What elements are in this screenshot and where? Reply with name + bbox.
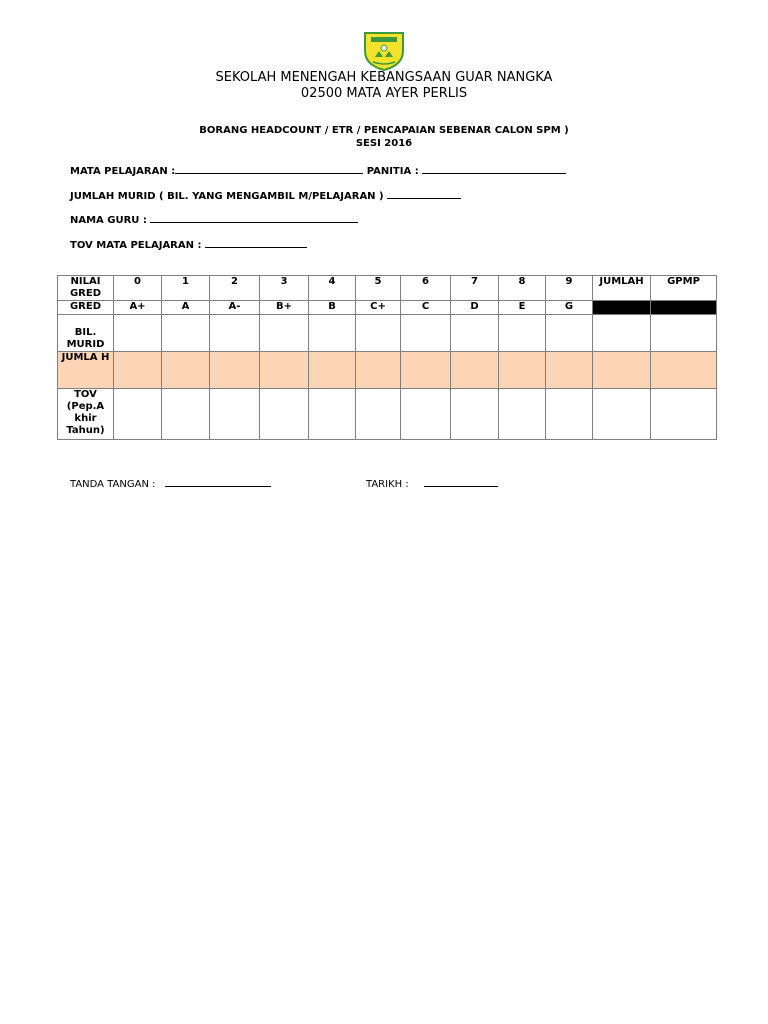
input-cell[interactable] <box>114 315 162 352</box>
table-row <box>58 315 717 352</box>
input-cell[interactable] <box>260 389 309 440</box>
grade-point-cell: 9 <box>546 276 593 301</box>
table-row <box>58 301 717 315</box>
input-cell[interactable] <box>162 352 210 389</box>
tov-line <box>70 237 307 251</box>
input-cell[interactable] <box>356 315 401 352</box>
date-blank[interactable] <box>424 476 498 487</box>
grade-cell: D <box>451 301 499 315</box>
grade-cell: B+ <box>260 301 309 315</box>
subject-panel-line <box>70 163 566 177</box>
input-cell[interactable] <box>499 352 546 389</box>
input-cell[interactable] <box>593 352 651 389</box>
input-cell[interactable] <box>114 389 162 440</box>
input-cell[interactable] <box>309 315 356 352</box>
jumlah-header: JUMLAH <box>593 276 651 301</box>
subject-blank[interactable] <box>175 163 363 174</box>
student-count-line <box>70 188 461 202</box>
row-label-tov: TOV (Pep.A khir Tahun) <box>58 389 114 440</box>
teacher-name-line <box>70 212 358 226</box>
input-cell[interactable] <box>651 315 717 352</box>
input-cell[interactable] <box>162 389 210 440</box>
student-count-label: JUMLAH MURID ( BIL. YANG MENGAMBIL M/PELAJARAN ) <box>70 191 384 202</box>
student-count-blank[interactable] <box>387 188 461 199</box>
row-label-bil-murid: BIL. MURID <box>58 315 114 352</box>
input-cell[interactable] <box>309 389 356 440</box>
grade-point-cell: 1 <box>162 276 210 301</box>
grade-point-cell: 7 <box>451 276 499 301</box>
grade-point-cell: 8 <box>499 276 546 301</box>
grade-cell: G <box>546 301 593 315</box>
input-cell[interactable] <box>401 389 451 440</box>
grade-point-cell: 5 <box>356 276 401 301</box>
input-cell[interactable] <box>162 315 210 352</box>
input-cell[interactable] <box>451 352 499 389</box>
input-cell[interactable] <box>451 315 499 352</box>
grade-point-cell: 6 <box>401 276 451 301</box>
teacher-name-blank[interactable] <box>150 212 358 223</box>
input-cell[interactable] <box>593 389 651 440</box>
tov-label: TOV MATA PELAJARAN : <box>70 240 202 251</box>
school-crest-icon <box>361 29 407 71</box>
subject-label: MATA PELAJARAN : <box>70 166 176 177</box>
row-label-gred: GRED <box>58 301 114 315</box>
date-label: TARIKH : <box>366 479 409 490</box>
input-cell[interactable] <box>210 389 260 440</box>
input-cell[interactable] <box>593 315 651 352</box>
input-cell[interactable] <box>651 389 717 440</box>
input-cell[interactable] <box>546 315 593 352</box>
panel-blank[interactable] <box>422 163 566 174</box>
table-row <box>58 352 717 389</box>
input-cell[interactable] <box>356 352 401 389</box>
date-line <box>366 476 498 490</box>
input-cell[interactable] <box>210 352 260 389</box>
blocked-cell <box>651 301 717 315</box>
grade-cell: C+ <box>356 301 401 315</box>
grade-cell: A <box>162 301 210 315</box>
signature-label: TANDA TANGAN : <box>70 479 156 490</box>
input-cell[interactable] <box>651 352 717 389</box>
tov-blank[interactable] <box>205 237 307 248</box>
grade-table <box>57 275 717 440</box>
signature-line <box>70 476 271 490</box>
grade-point-cell: 4 <box>309 276 356 301</box>
input-cell[interactable] <box>260 315 309 352</box>
row-label-jumlah: JUMLA H <box>58 352 114 389</box>
grade-cell: A+ <box>114 301 162 315</box>
input-cell[interactable] <box>451 389 499 440</box>
grade-point-cell: 3 <box>260 276 309 301</box>
table-row <box>58 276 717 301</box>
table-row <box>58 389 717 440</box>
grade-cell: A- <box>210 301 260 315</box>
grade-point-cell: 0 <box>114 276 162 301</box>
session-label: SESI 2016 <box>355 138 413 149</box>
input-cell[interactable] <box>546 352 593 389</box>
input-cell[interactable] <box>546 389 593 440</box>
school-name: SEKOLAH MENENGAH KEBANGSAAN GUAR NANGKA <box>215 70 553 85</box>
form-title: BORANG HEADCOUNT / ETR / PENCAPAIAN SEBENAR CALON SPM ) <box>199 125 569 136</box>
grade-cell: B <box>309 301 356 315</box>
grade-cell: E <box>499 301 546 315</box>
input-cell[interactable] <box>401 315 451 352</box>
gpmp-header: GPMP <box>651 276 717 301</box>
panel-label: PANITIA : <box>366 166 419 177</box>
input-cell[interactable] <box>210 315 260 352</box>
input-cell[interactable] <box>499 389 546 440</box>
teacher-name-label: NAMA GURU : <box>70 215 147 226</box>
input-cell[interactable] <box>401 352 451 389</box>
input-cell[interactable] <box>260 352 309 389</box>
blocked-cell <box>593 301 651 315</box>
signature-blank[interactable] <box>165 476 271 487</box>
input-cell[interactable] <box>499 315 546 352</box>
grade-cell: C <box>401 301 451 315</box>
row-label-nilai-gred: NILAI GRED <box>58 276 114 301</box>
school-address: 02500 MATA AYER PERLIS <box>300 86 468 101</box>
grade-point-cell: 2 <box>210 276 260 301</box>
input-cell[interactable] <box>309 352 356 389</box>
input-cell[interactable] <box>356 389 401 440</box>
input-cell[interactable] <box>114 352 162 389</box>
